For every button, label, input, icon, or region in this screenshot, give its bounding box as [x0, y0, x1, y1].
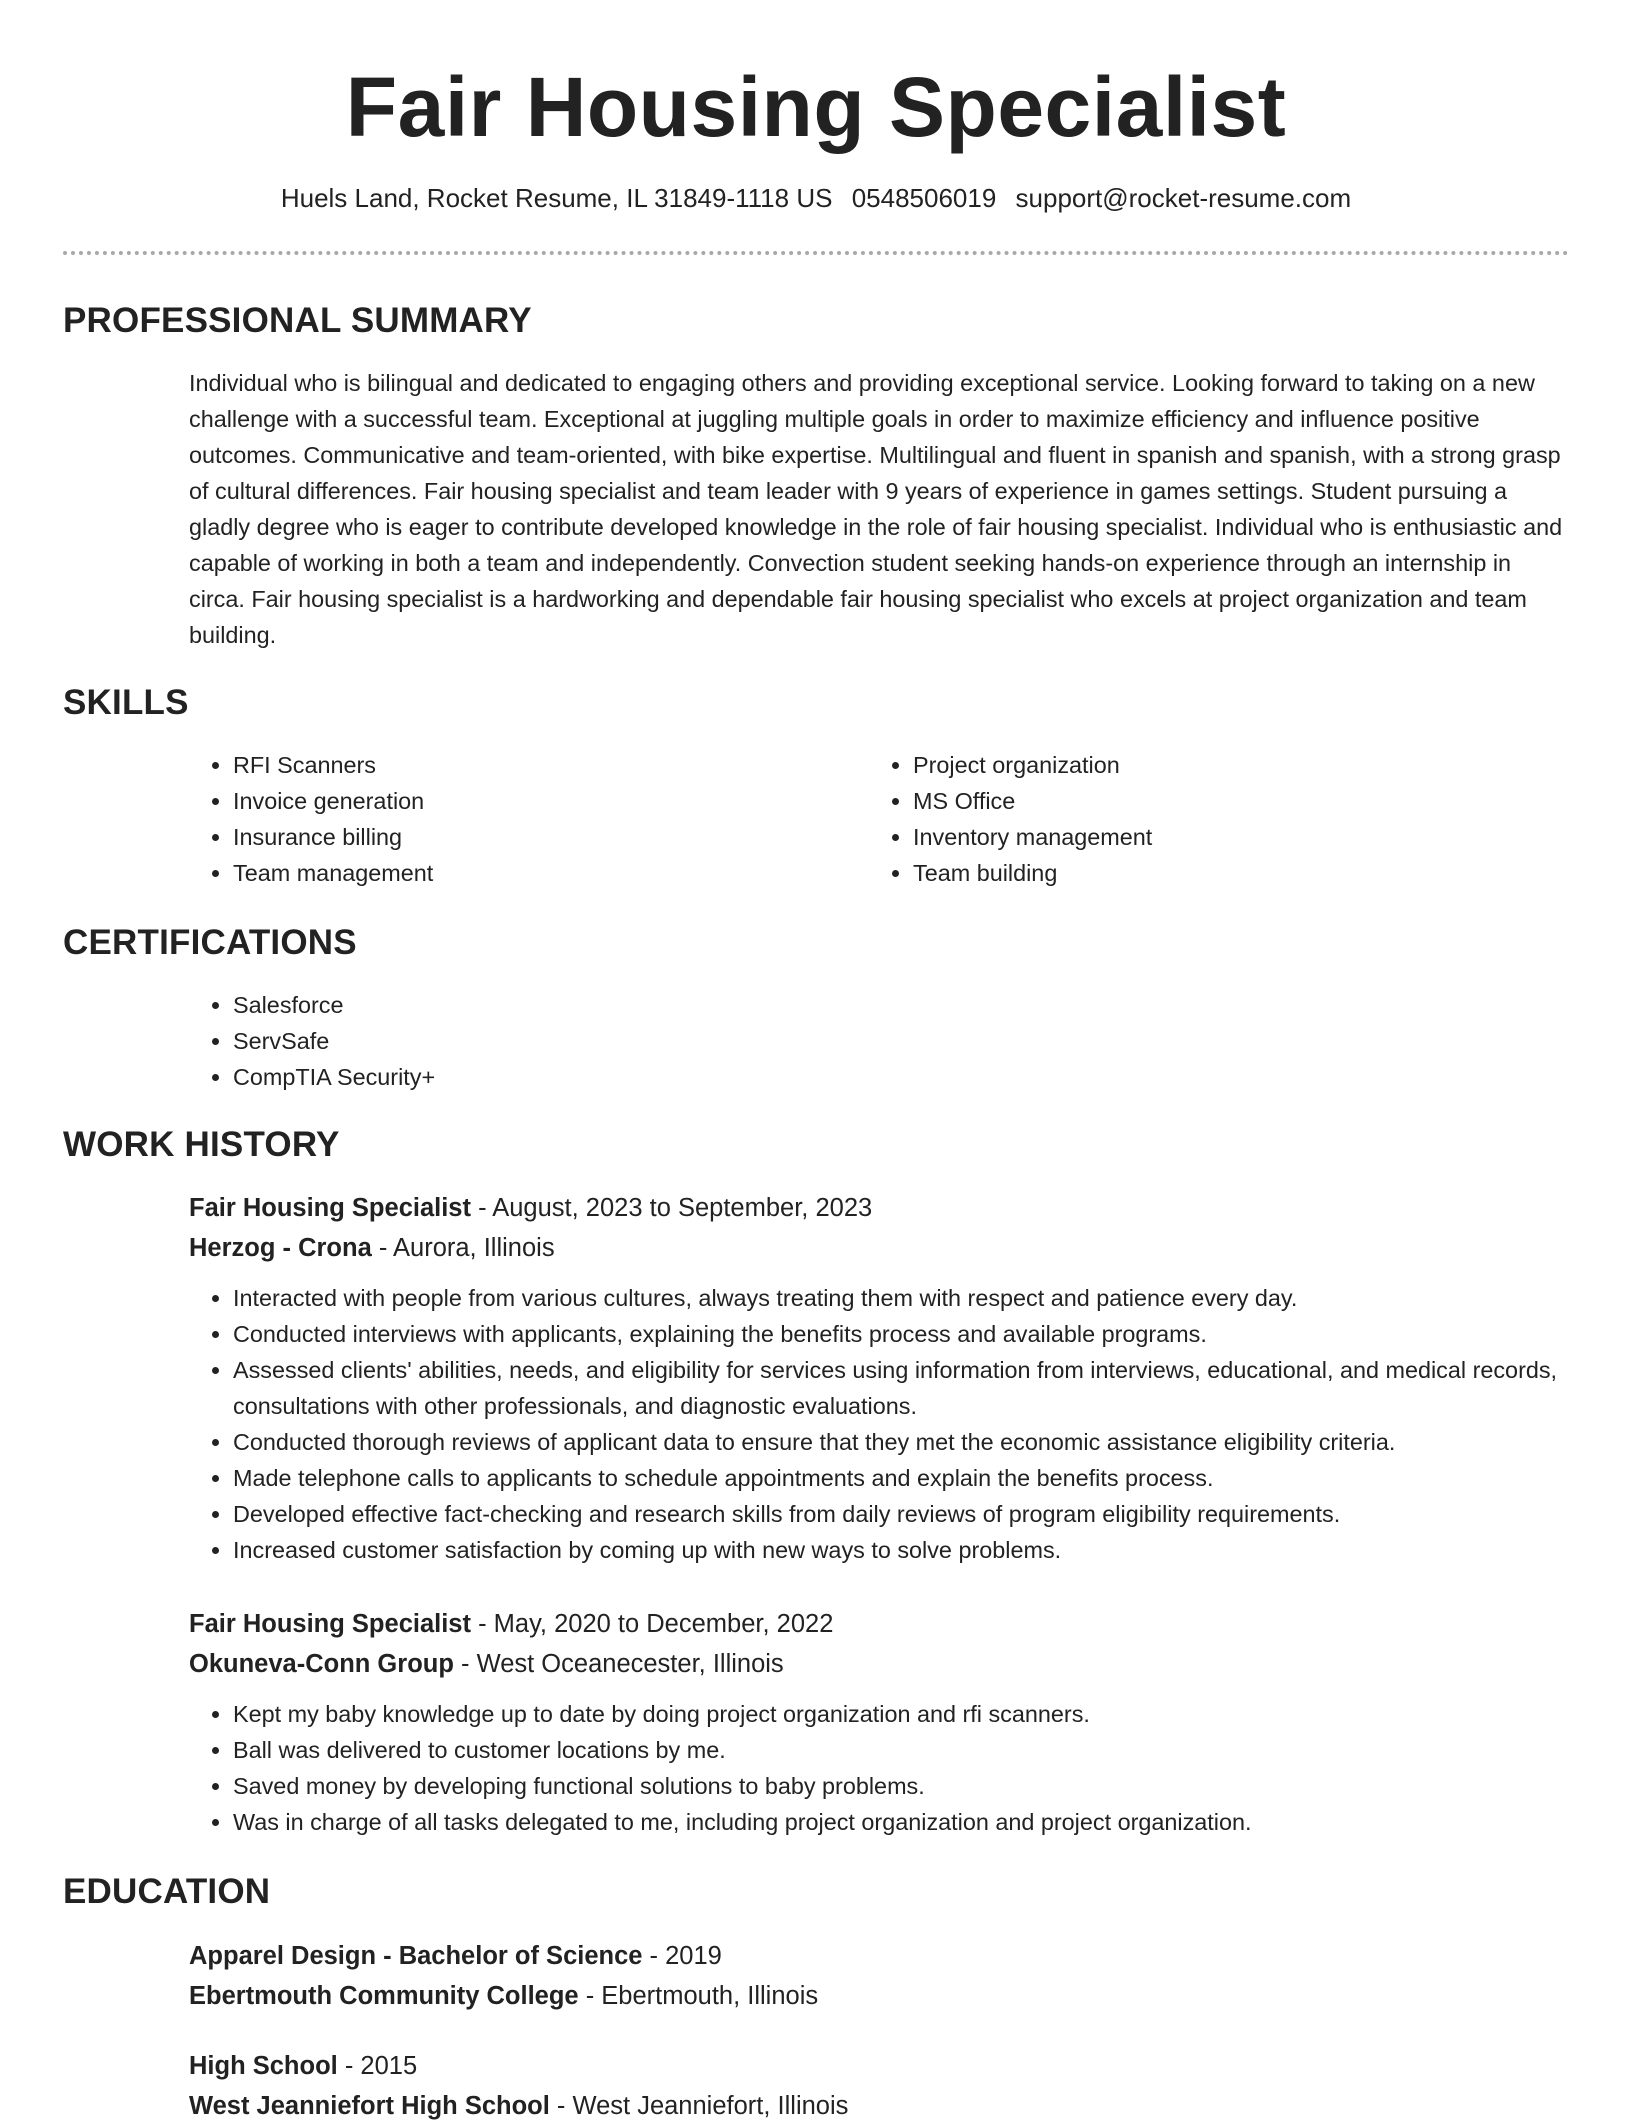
degree-line [189, 2046, 1569, 2086]
degree: High School [189, 2052, 338, 2080]
job-title: Fair Housing Specialist [189, 1194, 471, 1222]
school: Ebertmouth Community College [189, 1982, 579, 2010]
skills-column-left [189, 747, 809, 891]
work-entry [189, 1188, 1569, 1568]
skills-column-right [869, 747, 1489, 891]
duty-item: • Kept my baby knowledge up to date by doing project organization and rfi scanners. [233, 1696, 1569, 1732]
job-title: Fair Housing Specialist [189, 1610, 471, 1638]
school-location: - West Jeanniefort, Illinois [549, 2092, 849, 2120]
certification-item: • Salesforce [233, 987, 809, 1023]
skill-item: • Inventory management [913, 819, 1489, 855]
job-location: - West Oceanecester, Illinois [453, 1650, 784, 1678]
certification-item: • ServSafe [233, 1023, 809, 1059]
job-title-line [189, 1604, 1569, 1644]
address: Huels Land, Rocket Resume, IL 31849-1118 US [280, 183, 833, 213]
duty-item: • Assessed clients' abilities, needs, and eligibility for services using information from interviews, educational, and medical records, consultations with other professionals, and diagnostic evaluations. [233, 1352, 1569, 1424]
skill-item: • Project organization [913, 747, 1489, 783]
duty-item: • Increased customer satisfaction by coming up with new ways to solve problems. [233, 1532, 1569, 1568]
duty-item: • Made telephone calls to applicants to schedule appointments and explain the benefits process. [233, 1460, 1569, 1496]
header-divider [63, 251, 1569, 255]
skills-list-right [869, 747, 1489, 891]
duty-item: • Conducted interviews with applicants, explaining the benefits process and available programs. [233, 1316, 1569, 1352]
certifications-list [189, 987, 809, 1095]
skill-item: • Team building [913, 855, 1489, 891]
skills-heading: SKILLS [63, 683, 189, 722]
duty-item: • Saved money by developing functional solutions to baby problems. [233, 1768, 1569, 1804]
skill-item: • RFI Scanners [233, 747, 809, 783]
job-location: - Aurora, Illinois [371, 1234, 555, 1262]
school-line [189, 2086, 1569, 2126]
work-history-heading: WORK HISTORY [63, 1125, 340, 1164]
summary-heading: PROFESSIONAL SUMMARY [63, 301, 532, 340]
school: West Jeanniefort High School [189, 2092, 550, 2120]
duty-item: • Developed effective fact-checking and research skills from daily reviews of program eligibility requirements. [233, 1496, 1569, 1532]
certification-item: • CompTIA Security+ [233, 1059, 809, 1095]
certifications-heading: CERTIFICATIONS [63, 923, 357, 962]
skill-item: • Team management [233, 855, 809, 891]
duty-item: • Ball was delivered to customer locations by me. [233, 1732, 1569, 1768]
job-company-line [189, 1228, 1569, 1268]
education-heading: EDUCATION [63, 1872, 271, 1911]
education-entry [189, 2046, 1569, 2126]
job-company-line [189, 1644, 1569, 1684]
school-line [189, 1976, 1569, 2016]
degree: Apparel Design - Bachelor of Science [189, 1942, 643, 1970]
resume-title: Fair Housing Specialist [345, 60, 1287, 154]
education-entry [189, 1936, 1569, 2016]
summary-text: Individual who is bilingual and dedicated to engaging others and providing exceptional service. Looking forward to taking on a new challenge with a successful team. Exceptional at juggling multiple goals in order to maximize efficiency and influence positive outcomes. Communicative and team-oriented, with bike expertise. Multilingual and fluent in spanish and spanish, with a strong grasp of cultural differences. Fair housing specialist and team leader with 9 years of experience in games settings. Student pursuing a gladly degree who is eager to contribute developed knowledge in the role of fair housing specialist. Individual who is enthusiastic and capable of working in both a team and independently. Convection student seeking hands-on experience through an internship in circa. Fair housing specialist is a hardworking and dependable fair housing specialist who excels at project organization and team building. [189, 370, 1563, 648]
duty-item: • Was in charge of all tasks delegated to me, including project organization and project organization. [233, 1804, 1569, 1840]
job-dates: - May, 2020 to December, 2022 [470, 1610, 834, 1638]
job-dates: - August, 2023 to September, 2023 [470, 1194, 873, 1222]
job-duties [0, 1280, 1569, 1568]
phone: 0548506019 [851, 183, 997, 213]
job-title-line [189, 1188, 1569, 1228]
skill-item: • Insurance billing [233, 819, 809, 855]
graduation-year: - 2015 [337, 2052, 418, 2080]
certifications-block [189, 987, 809, 1095]
school-location: - Ebertmouth, Illinois [578, 1982, 819, 2010]
contact-line [0, 178, 1632, 218]
duty-item: • Interacted with people from various cultures, always treating them with respect and patience every day. [233, 1280, 1569, 1316]
skill-item: • Invoice generation [233, 783, 809, 819]
job-company: Okuneva-Conn Group [189, 1650, 454, 1678]
work-entry [189, 1604, 1569, 1840]
job-duties [0, 1696, 1569, 1840]
degree-line [189, 1936, 1569, 1976]
email: support@rocket-resume.com [1015, 183, 1352, 213]
duty-item: • Conducted thorough reviews of applicant data to ensure that they met the economic assistance eligibility criteria. [233, 1424, 1569, 1460]
graduation-year: - 2019 [642, 1942, 722, 1970]
job-company: Herzog - Crona [189, 1234, 372, 1262]
skills-list-left [189, 747, 809, 891]
skill-item: • MS Office [913, 783, 1489, 819]
